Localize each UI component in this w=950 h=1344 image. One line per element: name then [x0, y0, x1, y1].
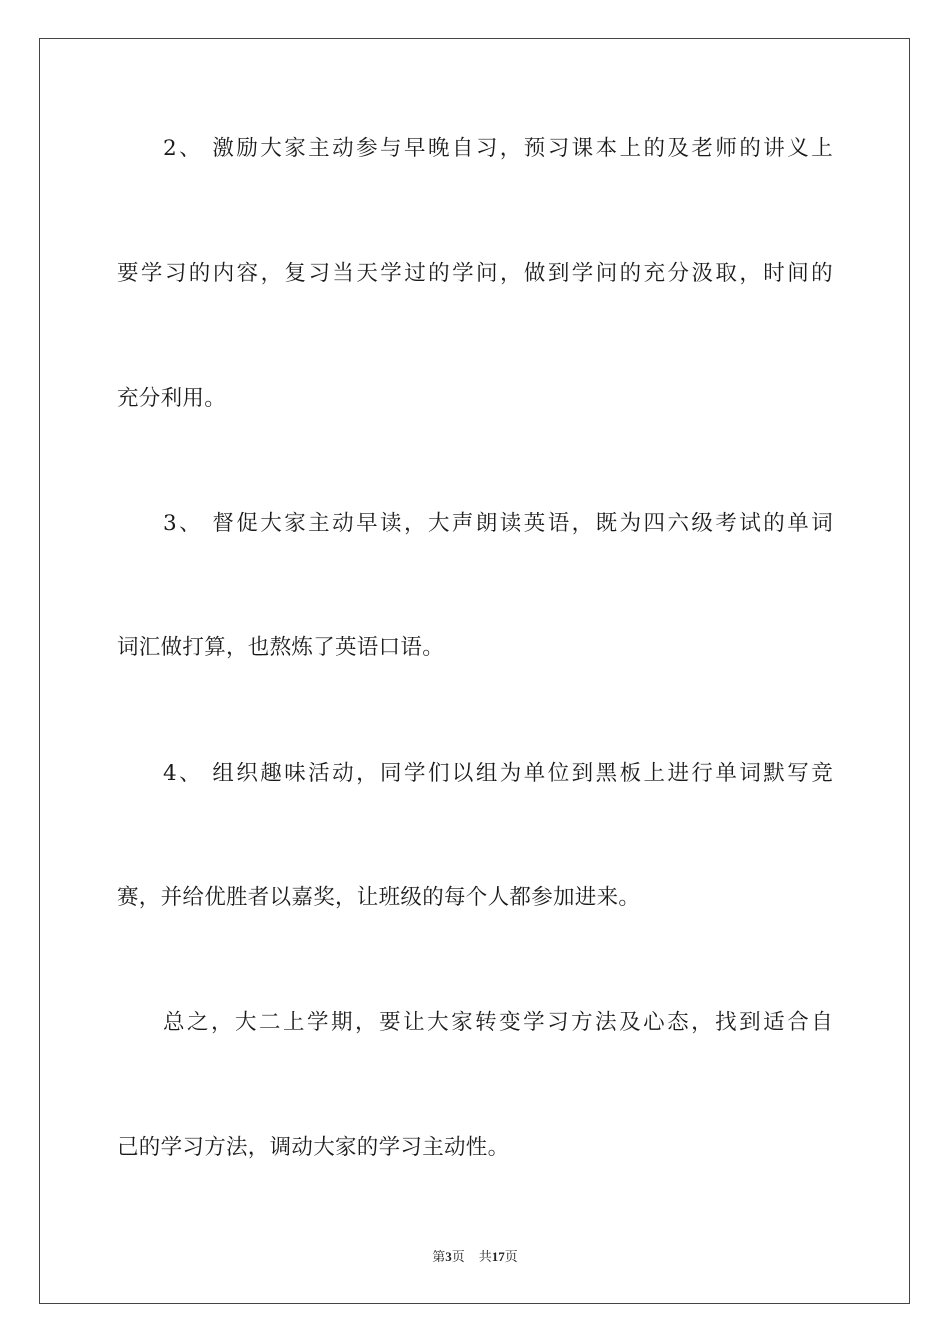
paragraph-2-line-3: 充分利用。 [117, 386, 227, 411]
total-suffix: 页 [504, 1249, 518, 1264]
total-prefix: 共 [478, 1249, 492, 1264]
paragraph-3-line-1: 3、 督促大家主动早读，大声朗读英语，既为四六级考试的单词 [163, 511, 833, 536]
page-footer [0, 1246, 950, 1265]
paragraph-4-line-2: 赛，并给优胜者以嘉奖，让班级的每个人都参加进来。 [117, 885, 641, 910]
paragraph-3-line-2: 词汇做打算，也熬炼了英语口语。 [117, 635, 445, 660]
paragraph-2-line-1: 2、 激励大家主动参与早晚自习，预习课本上的及老师的讲义上 [163, 136, 833, 161]
total-pages: 17 [491, 1249, 505, 1264]
paragraph-2-line-2: 要学习的内容，复习当天学过的学问，做到学问的充分汲取，时间的 [117, 261, 833, 286]
summary-line-2: 己的学习方法，调动大家的学习主动性。 [117, 1135, 510, 1160]
page-suffix: 页 [451, 1249, 465, 1264]
paragraph-4-line-1: 4、 组织趣味活动，同学们以组为单位到黑板上进行单词默写竞 [163, 761, 833, 786]
page-number: 3 [445, 1249, 452, 1264]
page-frame [39, 38, 910, 1304]
summary-line-1: 总之，大二上学期，要让大家转变学习方法及心态，找到适合自 [163, 1010, 833, 1035]
page-prefix: 第 [432, 1249, 446, 1264]
